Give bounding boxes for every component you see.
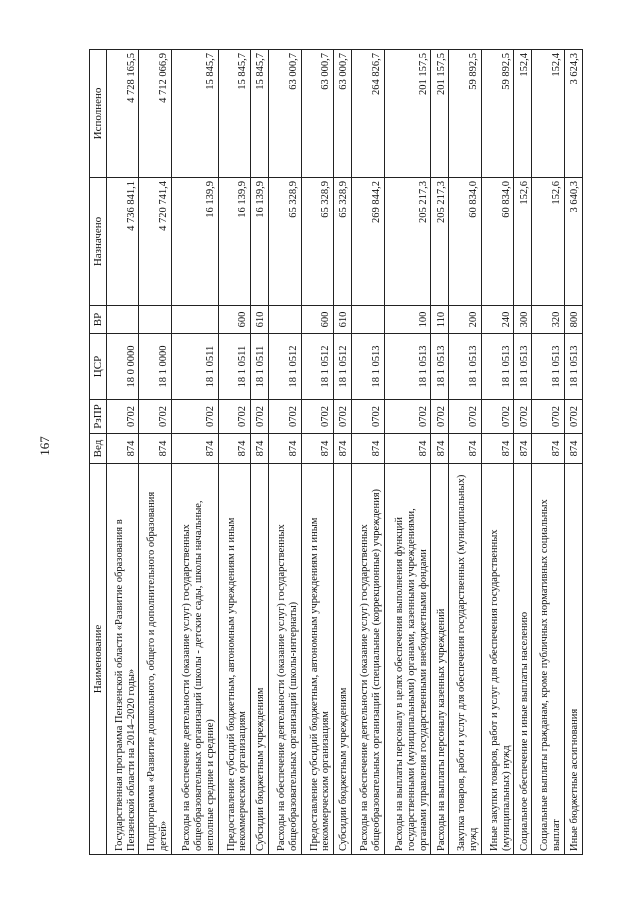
cell-vr: 600	[218, 306, 250, 334]
column-header-naznacheno: Назначено	[90, 178, 107, 306]
cell-csr: 18 1 0513	[532, 334, 564, 400]
cell-ved: 874	[352, 434, 384, 464]
cell-name: Расходы на обеспечение деятельности (оказание услуг) государственных общеобразовательных организаций (школы-интернаты)	[269, 464, 301, 855]
cell-rzpr: 0702	[269, 400, 301, 434]
cell-ispolneno: 201 157,5	[384, 50, 431, 178]
cell-naznacheno: 4 736 841,1	[107, 178, 139, 306]
column-header-ved: Вед	[90, 434, 107, 464]
cell-vr	[107, 306, 139, 334]
cell-naznacheno: 269 844,2	[352, 178, 384, 306]
cell-vr: 600	[301, 306, 333, 334]
cell-vr	[352, 306, 384, 334]
cell-ved: 874	[251, 434, 269, 464]
table-row	[139, 50, 171, 855]
cell-rzpr: 0702	[139, 400, 171, 434]
cell-name: Социальные выплаты гражданам, кроме публичных нормативных социальных выплат	[532, 464, 564, 855]
rotated-table-container	[89, 50, 583, 855]
cell-rzpr: 0702	[107, 400, 139, 434]
cell-naznacheno: 3 640,3	[564, 178, 582, 306]
cell-name: Государственная программа Пензенской области «Развитие образования в Пензенской области на 2014–2020 годы»	[107, 464, 139, 855]
cell-csr: 18 1 0513	[514, 334, 532, 400]
column-header-rzpr: РзПР	[90, 400, 107, 434]
budget-table	[89, 49, 583, 855]
cell-name: Закупка товаров, работ и услуг для обеспечения государственных (муниципальных) нужд	[449, 464, 481, 855]
cell-vr	[171, 306, 218, 334]
column-header-vr: ВР	[90, 306, 107, 334]
cell-naznacheno: 65 328,9	[269, 178, 301, 306]
cell-ispolneno: 63 000,7	[334, 50, 352, 178]
cell-ved: 874	[218, 434, 250, 464]
cell-naznacheno: 16 139,9	[218, 178, 250, 306]
cell-ved: 874	[334, 434, 352, 464]
cell-csr: 18 1 0511	[171, 334, 218, 400]
cell-vr: 110	[431, 306, 449, 334]
cell-csr: 18 1 0513	[481, 334, 513, 400]
cell-vr: 800	[564, 306, 582, 334]
cell-naznacheno: 205 217,3	[384, 178, 431, 306]
cell-rzpr: 0702	[431, 400, 449, 434]
cell-csr: 18 1 0513	[352, 334, 384, 400]
cell-naznacheno: 152,6	[514, 178, 532, 306]
cell-vr: 240	[481, 306, 513, 334]
table-row	[251, 50, 269, 855]
column-header-csr: ЦСР	[90, 334, 107, 400]
cell-naznacheno: 205 217,3	[431, 178, 449, 306]
page-number: 167	[37, 436, 52, 456]
cell-ved: 874	[564, 434, 582, 464]
cell-ispolneno: 3 624,3	[564, 50, 582, 178]
cell-ved: 874	[384, 434, 431, 464]
table-header-row	[90, 50, 107, 855]
cell-name: Иные бюджетные ассигнования	[564, 464, 582, 855]
cell-ispolneno: 15 845,7	[251, 50, 269, 178]
cell-name: Расходы на выплаты персоналу казенных учреждений	[431, 464, 449, 855]
cell-vr: 300	[514, 306, 532, 334]
cell-ved: 874	[139, 434, 171, 464]
cell-naznacheno: 65 328,9	[301, 178, 333, 306]
cell-ispolneno: 152,4	[514, 50, 532, 178]
cell-csr: 18 1 0513	[564, 334, 582, 400]
cell-ved: 874	[171, 434, 218, 464]
cell-csr: 18 1 0511	[218, 334, 250, 400]
table-row	[449, 50, 481, 855]
cell-name: Субсидии бюджетным учреждениям	[334, 464, 352, 855]
cell-name: Расходы на выплаты персоналу в целях обеспечения выполнения функций государственными (муниципальными) органами, казенными учреждениями, органами управления государственными внебюджетными фондами	[384, 464, 431, 855]
table-row	[218, 50, 250, 855]
cell-csr: 18 1 0511	[251, 334, 269, 400]
table-row	[384, 50, 431, 855]
cell-name: Субсидии бюджетным учреждениям	[251, 464, 269, 855]
cell-ved: 874	[301, 434, 333, 464]
table-row	[481, 50, 513, 855]
cell-ved: 874	[481, 434, 513, 464]
table-row	[301, 50, 333, 855]
cell-csr: 18 0 0000	[107, 334, 139, 400]
cell-name: Предоставление субсидий бюджетным, автономным учреждениям и иным некоммерческим организациям	[218, 464, 250, 855]
cell-csr: 18 1 0513	[384, 334, 431, 400]
cell-ispolneno: 59 892,5	[481, 50, 513, 178]
column-header-ispolneno: Исполнено	[90, 50, 107, 178]
cell-ispolneno: 59 892,5	[449, 50, 481, 178]
cell-name: Иные закупки товаров, работ и услуг для обеспечения государственных (муниципальных) нужд	[481, 464, 513, 855]
cell-ispolneno: 63 000,7	[301, 50, 333, 178]
cell-rzpr: 0702	[384, 400, 431, 434]
cell-csr: 18 1 0512	[334, 334, 352, 400]
cell-ved: 874	[514, 434, 532, 464]
cell-rzpr: 0702	[514, 400, 532, 434]
cell-naznacheno: 60 834,0	[481, 178, 513, 306]
table-row	[107, 50, 139, 855]
cell-rzpr: 0702	[352, 400, 384, 434]
cell-ispolneno: 4 728 165,5	[107, 50, 139, 178]
cell-csr: 18 1 0512	[301, 334, 333, 400]
cell-naznacheno: 4 720 741,4	[139, 178, 171, 306]
cell-naznacheno: 16 139,9	[251, 178, 269, 306]
cell-ispolneno: 15 845,7	[171, 50, 218, 178]
cell-ispolneno: 15 845,7	[218, 50, 250, 178]
table-body	[107, 50, 583, 855]
cell-name: Расходы на обеспечение деятельности (оказание услуг) государственных общеобразовательных организаций (специальные (коррекционные) учреждения)	[352, 464, 384, 855]
table-row	[171, 50, 218, 855]
cell-rzpr: 0702	[532, 400, 564, 434]
cell-vr: 610	[251, 306, 269, 334]
table-row	[269, 50, 301, 855]
cell-naznacheno: 16 139,9	[171, 178, 218, 306]
cell-ved: 874	[449, 434, 481, 464]
cell-naznacheno: 60 834,0	[449, 178, 481, 306]
cell-ved: 874	[532, 434, 564, 464]
cell-ispolneno: 63 000,7	[269, 50, 301, 178]
table-row	[532, 50, 564, 855]
cell-vr: 200	[449, 306, 481, 334]
cell-rzpr: 0702	[481, 400, 513, 434]
cell-ispolneno: 264 826,7	[352, 50, 384, 178]
cell-rzpr: 0702	[334, 400, 352, 434]
cell-csr: 18 1 0513	[431, 334, 449, 400]
cell-ispolneno: 4 712 066,9	[139, 50, 171, 178]
cell-vr	[139, 306, 171, 334]
cell-name: Предоставление субсидий бюджетным, автономным учреждениям и иным некоммерческим организациям	[301, 464, 333, 855]
table-row	[431, 50, 449, 855]
cell-name: Расходы на обеспечение деятельности (оказание услуг) государственных общеобразовательных организаций (школы - детские сады, школы начальные, неполные средние и средние)	[171, 464, 218, 855]
cell-ved: 874	[431, 434, 449, 464]
cell-ispolneno: 201 157,5	[431, 50, 449, 178]
cell-vr: 320	[532, 306, 564, 334]
cell-vr	[269, 306, 301, 334]
cell-ved: 874	[269, 434, 301, 464]
cell-ispolneno: 152,4	[532, 50, 564, 178]
table-row	[514, 50, 532, 855]
cell-vr: 100	[384, 306, 431, 334]
cell-rzpr: 0702	[251, 400, 269, 434]
table-row	[334, 50, 352, 855]
cell-rzpr: 0702	[449, 400, 481, 434]
table-row	[352, 50, 384, 855]
cell-csr: 18 1 0512	[269, 334, 301, 400]
cell-ved: 874	[107, 434, 139, 464]
cell-csr: 18 1 0513	[449, 334, 481, 400]
cell-rzpr: 0702	[218, 400, 250, 434]
cell-naznacheno: 152,6	[532, 178, 564, 306]
cell-rzpr: 0702	[301, 400, 333, 434]
column-header-name: Наименование	[90, 464, 107, 855]
cell-csr: 18 1 0000	[139, 334, 171, 400]
cell-name: Подпрограмма «Развитие дошкольного, общего и дополнительного образования детей»	[139, 464, 171, 855]
cell-name: Социальное обеспечение и иные выплаты населению	[514, 464, 532, 855]
cell-naznacheno: 65 328,9	[334, 178, 352, 306]
cell-vr: 610	[334, 306, 352, 334]
cell-rzpr: 0702	[171, 400, 218, 434]
cell-rzpr: 0702	[564, 400, 582, 434]
table-row	[564, 50, 582, 855]
